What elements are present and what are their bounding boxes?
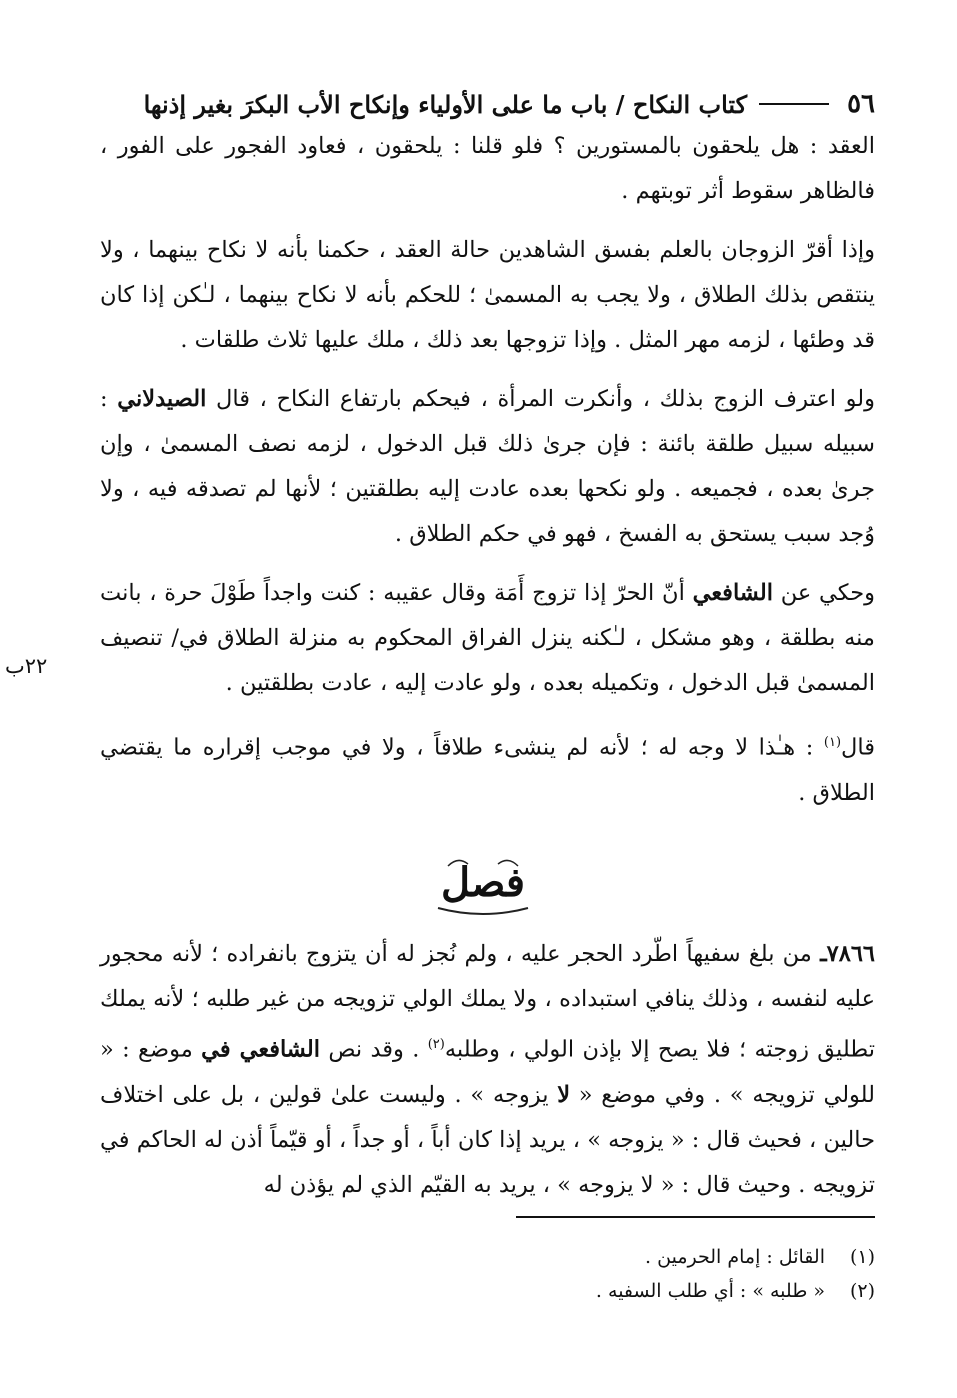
section-ornament [428,848,538,920]
bold-negation: لا [557,1081,571,1108]
footnote-2-number: (٢) [849,1280,875,1302]
section-part-1: من بلغ سفيهاً اطّرد الحجر عليه ، ولم نُجز له أن يتزوج بانفراده ؛ لأنه محجور عليه لنفسه ، وذلك ينافي استبداده ، ولا يملك الولي تزويجه من غير طلبه ؛ لأنه يملك تطليق زوجته ؛ فلا يصح إلا بإذن الولي ، وطلبه [100,941,875,1063]
footnote-2-text: « طلبه » : أي طلب السفيه . [595,1280,825,1302]
section-text [100,932,875,1208]
paragraph-3 [100,377,875,557]
paragraph-4-after: أنّ الحرّ إذا تزوج أَمَة وقال عقيبه : كنت واجداً طَوْلَ حرة ، بانت منه بطلقة ، وهو مشكل ، لـٰكنه ينزل الفراق المحكوم به منزلة الطلاق في/ تنصيف المسمىٰ قبل الدخول ، وتكميله بعده ، ولو عادت إليه ، عادت بطلقتين . [100,580,875,696]
paragraph-4-before: وحكي عن [772,580,875,606]
section-part-4: يزوجه » . وليست علىٰ قولين ، بل على اختلاف حالين ، فحيث قال : « يزوجه » ، يريد إذا كان أباً ، أو جداً ، أو قيّماً أذن له الحاكم في تزويجه . وحيث قال : « لا يزوجه » ، يريد به القيّم الذي لم يؤذن له [100,1081,875,1198]
issue-number: ٧٨٦٦ [826,941,875,967]
paragraph-5 [100,720,875,816]
footnote-2 [300,1274,875,1308]
footnotes [300,1240,875,1308]
paragraph-3-before: ولو اعترف الزوج بذلك ، وأنكرت المرأة ، فيحكم بارتفاع النكاح ، قال [206,386,876,412]
paragraph-3-after: : سبيله سبيل طلقة بائنة : فإن جرىٰ ذلك قبل الدخول ، لزمه نصف المسمىٰ ، وإن جرىٰ بعده ، فجميعه . ولو نكحها بعده عادت إليه بطلقتين ؛ لأنها لم تصدقه فيه ، ولا وُجد سبب يستحق به الفسخ ، فهو في حكم الطلاق . [100,386,875,547]
footnote-1 [300,1240,875,1274]
section-part-3: موضع : « للولي تزويجه » . وفي موضع « [100,1036,875,1108]
section-heading: فصل [440,859,526,906]
section-paragraph: ٧٨٦٦ـ من بلغ سفيهاً اطّرد الحجر عليه ، ولم نُجز له أن يتزوج بانفراده ؛ لأنه محجور عليه لنفسه ، وذلك ينافي استبداده ، ولا يملك الولي تزويجه من غير طلبه ؛ لأنه يملك تطليق زوجته ؛ فلا يصح إلا بإذن الولي ، وطلبه$^{(٢)}$ . وقد نص الشافعي في موضع : « للولي تزويجه » . وفي موضع « لا يزوجه » . وليست علىٰ قولين ، بل على اختلاف حالين ، فحيث قال : « يزوجه » ، يريد إذا كان أباً ، أو جداً ، أو قيّماً أذن له الحاكم في تزويجه . وحيث قال : « لا يزوجه » ، يريد به القيّم الذي لم يؤذن له [100,941,875,1198]
paragraph-4 [100,571,875,706]
main-text [100,124,875,830]
paragraph-5-after: : هـٰذا لا وجه له ؛ لأنه لم ينشىء طلاقاً ، ولا في موجب إقراره ما يقتضي الطلاق . [100,734,875,806]
paragraph-2: وإذا أقرّ الزوجان بالعلم بفسق الشاهدين حالة العقد ، حكمنا بأنه لا نكاح بينهما ، ولا ينتقص بذلك الطلاق ، ولا يجب به المسمىٰ ؛ للحكم بأنه لا نكاح بينهما ، لـٰكن إذا كان قد وطئها ، لزمه مهر المثل . وإذا تزوجها بعد ذلك ، ملك عليها ثلاث طلقات . [100,237,875,353]
page-number: ٥٦ [847,89,875,119]
footnote-ref-1[interactable]: (١) [823,735,842,750]
scholar-name-shafii: الشافعي [692,580,773,606]
paragraph-5-before: قال [841,734,875,761]
footnote-1-number: (١) [849,1246,875,1268]
running-title: كتاب النكاح / باب ما على الأولياء وإنكاح الأب البكرَ بغير إذنها [143,89,748,119]
footnote-ref-2[interactable]: (٢) [427,1037,445,1052]
page-header [100,84,875,124]
paragraph-1: العقد : هل يلحقون بالمستورين ؟ فلو قلنا : يلحقون ، فعاود الفجور على الفور ، فالظاهر سقوط أثر توبتهم . [100,133,875,204]
scholar-name-shafii-2: الشافعي في [201,1036,320,1063]
footnote-separator [516,1216,875,1218]
manuscript-folio-marker: ٢٢ب [5,654,48,678]
footnote-1-text: القائل : إمام الحرمين . [645,1246,825,1268]
section-part-2: . وقد نص [320,1036,428,1063]
header-rule [759,103,829,105]
scholar-name-saydalani: الصيدلاني [117,386,207,412]
